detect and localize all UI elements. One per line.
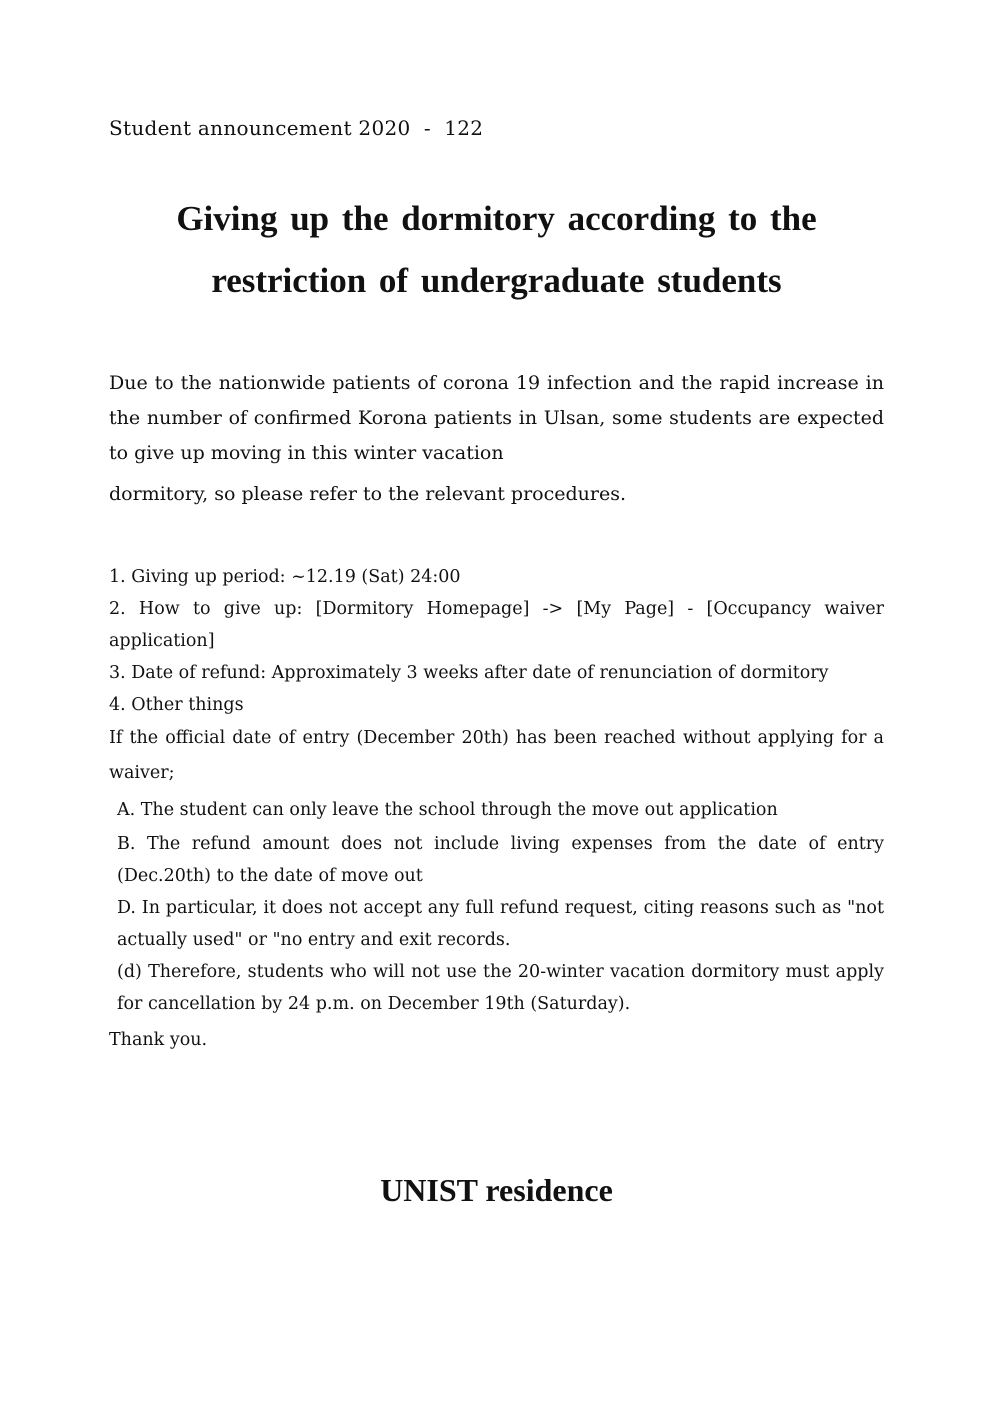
intro-text-end: dormitory, so please refer to the relevant procedures.: [109, 483, 626, 505]
intro-paragraph: [109, 366, 884, 512]
procedure-list: [109, 561, 884, 1056]
intro-text: Due to the nationwide patients of corona 19 infection and the rapid increase in the number of confirmed Korona patients in Ulsan, some students are expected to give up moving in this winter vacation: [109, 372, 884, 464]
list-item-other-things: 4. Other things: [109, 695, 244, 715]
condition-text: If the official date of entry (December 20th) has been reached without applying for a waiver;: [109, 728, 884, 783]
thank-you-text: Thank you.: [109, 1030, 208, 1050]
document-title: [109, 188, 884, 312]
sub-item-a: A. The student can only leave the school through the move out application: [117, 800, 778, 820]
sub-item-d: D. In particular, it does not accept any full refund request, citing reasons such as "not actually used" or "no entry and exit records.: [117, 898, 884, 950]
title-line-2: restriction of undergraduate students: [211, 261, 782, 300]
list-item-refund-date: 3. Date of refund: Approximately 3 weeks after date of renunciation of dormitory: [109, 663, 829, 683]
title-line-1: Giving up the dormitory according to the: [176, 199, 817, 238]
sub-item-d-therefore: (d) Therefore, students who will not use the 20-winter vacation dormitory must apply for cancellation by 24 p.m. on December 19th (Saturday).: [117, 962, 884, 1014]
announcement-number: Student announcement 2020 - 122: [109, 116, 484, 140]
sub-item-b: B. The refund amount does not include living expenses from the date of entry (Dec.20th) to the date of move out: [117, 834, 884, 886]
list-item-how-to-give-up: 2. How to give up: [Dormitory Homepage] -> [My Page] - [Occupancy waiver application]: [109, 599, 884, 651]
signature: UNIST residence: [380, 1172, 613, 1208]
list-item-giving-up-period: 1. Giving up period: ~12.19 (Sat) 24:00: [109, 567, 461, 587]
